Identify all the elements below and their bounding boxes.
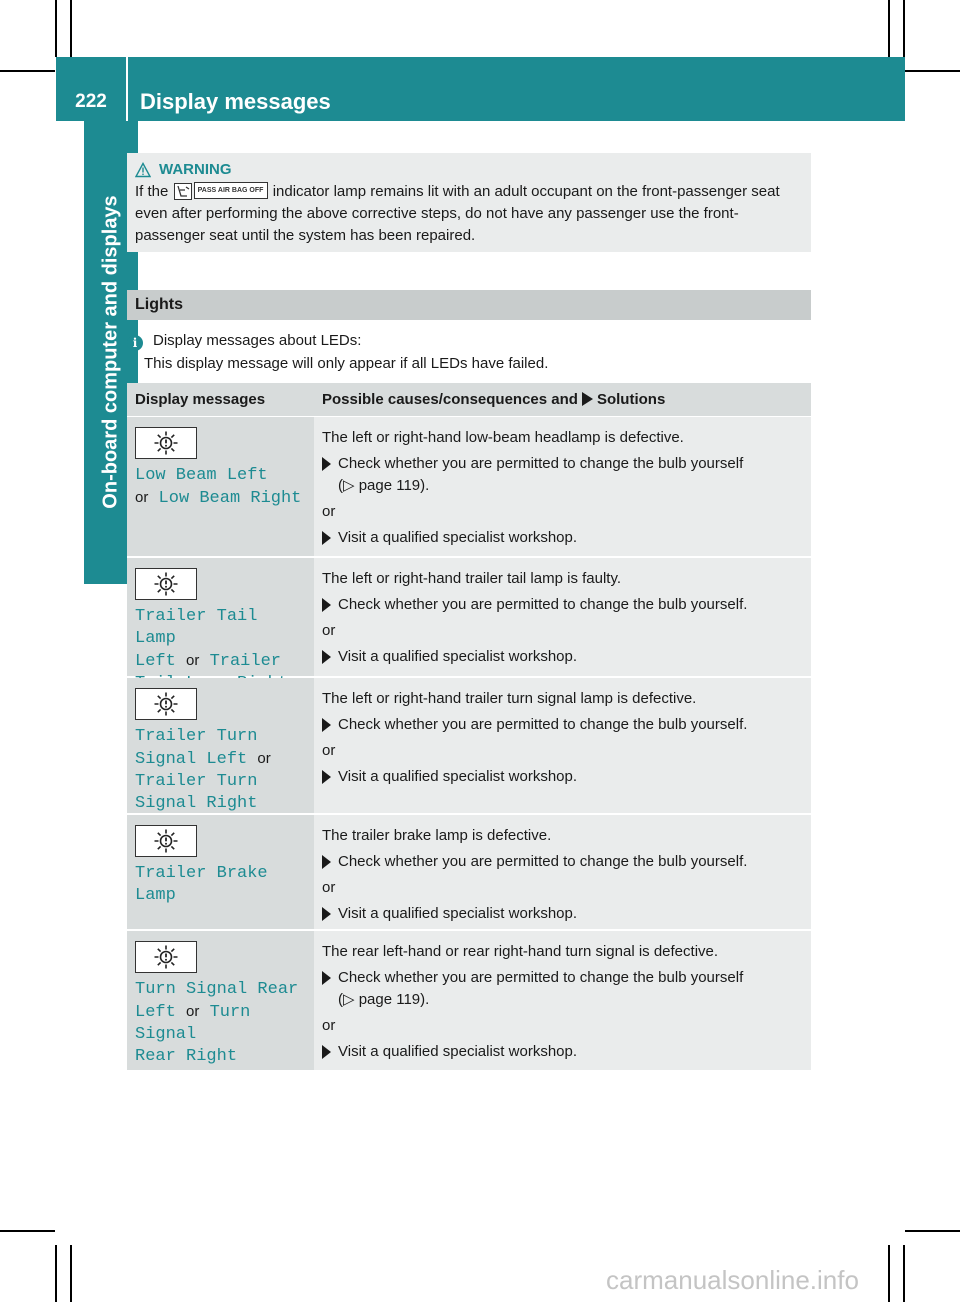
warning-triangle-icon: [135, 162, 151, 178]
arrow-right-icon: [322, 718, 334, 732]
arrow-right-icon: [322, 1045, 334, 1059]
or-text: or: [322, 503, 336, 520]
solution-cell: [314, 678, 811, 813]
solution-cell: [314, 815, 811, 929]
step-text: Visit a qualified specialist workshop.: [338, 529, 578, 546]
arrow-right-icon: [322, 770, 334, 784]
crop-mark: [903, 1245, 905, 1302]
table-row: [127, 931, 811, 1072]
column-header-messages: Display messages: [135, 391, 266, 408]
display-messages-table: [127, 383, 811, 1072]
message-cell: [127, 678, 314, 813]
info-note-line1: Display messages about LEDs:: [153, 332, 362, 349]
section-heading: Lights: [127, 290, 811, 320]
display-message: [135, 863, 306, 907]
or-text: or: [135, 489, 149, 506]
watermark: carmanualsonline.info: [606, 1265, 859, 1295]
page-number: 222: [75, 91, 107, 112]
bulb-fault-icon: [135, 427, 197, 459]
step-text: Visit a qualified specialist workshop.: [338, 905, 578, 922]
display-message: [135, 726, 306, 815]
page-reference: (▷ page 119).: [338, 477, 430, 494]
message-text: Trailer Turn: [135, 727, 258, 746]
display-message: [135, 465, 306, 510]
message-text: Rear Right: [135, 1047, 238, 1066]
solution-step: [322, 903, 803, 925]
arrow-right-icon: [322, 907, 334, 921]
solution-step: [322, 766, 803, 788]
message-text: Trailer Brake Lamp: [135, 864, 268, 905]
arrow-right-icon: [582, 392, 593, 406]
crop-mark: [0, 70, 55, 72]
solution-step: [322, 594, 803, 616]
page-reference: (▷ page 119).: [338, 991, 430, 1008]
warning-text-start: If the: [135, 183, 169, 200]
or-text: or: [322, 742, 336, 759]
message-text: Left: [135, 1003, 176, 1022]
or-text: or: [186, 1003, 200, 1020]
arrow-right-icon: [322, 457, 334, 471]
solution-step: [322, 453, 803, 497]
step-text: Visit a qualified specialist workshop.: [338, 768, 578, 785]
message-cell: [127, 931, 314, 1070]
cause-text: The left or right-hand trailer tail lamp is faulty.: [322, 570, 622, 587]
crop-mark: [905, 70, 960, 72]
solution-step: [322, 646, 803, 668]
crop-mark: [70, 1245, 72, 1302]
warning-text: [135, 181, 803, 247]
solution-step: [322, 851, 803, 873]
cause-text: The trailer brake lamp is defective.: [322, 827, 552, 844]
arrow-right-icon: [322, 531, 334, 545]
solution-step: [322, 967, 803, 1011]
step-text: Visit a qualified specialist workshop.: [338, 648, 578, 665]
info-icon: i: [127, 335, 143, 351]
step-text: Check whether you are permitted to change the bulb yourself.: [338, 853, 748, 870]
or-text: or: [322, 622, 336, 639]
warning-heading: [135, 161, 803, 179]
step-text: Check whether you are permitted to change the bulb yourself.: [338, 716, 748, 733]
bulb-fault-icon: [135, 825, 197, 857]
message-text: Low Beam Left: [135, 466, 268, 485]
or-text: or: [186, 652, 200, 669]
or-text: or: [322, 879, 336, 896]
message-text: Left: [135, 652, 176, 671]
pass-airbag-off-icon: PASS AIR BAG OFF: [194, 182, 268, 199]
table-row: [127, 815, 811, 931]
crop-mark: [903, 0, 905, 57]
bulb-fault-icon: [135, 941, 197, 973]
cause-text: The rear left-hand or rear right-hand turn signal is defective.: [322, 943, 719, 960]
warning-text-end: indicator lamp remains lit with an adult occupant on the front-passenger seat even after performing the above corrective steps, do not have any passenger use the front-passenger seat until the system has been repaired.: [135, 183, 780, 244]
solution-cell: [314, 931, 811, 1070]
bulb-fault-icon: [135, 688, 197, 720]
step-text: Check whether you are permitted to change the bulb yourself: [338, 455, 744, 472]
message-text: Low Beam Right: [158, 489, 302, 508]
info-note: [127, 329, 811, 375]
message-text: Signal Left: [135, 750, 248, 769]
crop-mark: [0, 1230, 55, 1232]
arrow-right-icon: [322, 650, 334, 664]
arrow-right-icon: [322, 855, 334, 869]
arrow-right-icon: [322, 598, 334, 612]
crop-mark: [55, 0, 57, 57]
message-cell: [127, 417, 314, 556]
info-note-line2: This display message will only appear if all LEDs have failed.: [144, 355, 549, 372]
solution-cell: [314, 417, 811, 556]
cause-text: The left or right-hand low-beam headlamp is defective.: [322, 429, 684, 446]
header-divider: [126, 57, 128, 121]
crop-mark: [70, 0, 72, 57]
cause-text: The left or right-hand trailer turn signal lamp is defective.: [322, 690, 697, 707]
column-header-solutions: [314, 383, 811, 416]
or-text: or: [257, 750, 271, 767]
solution-step: [322, 527, 803, 549]
step-text: Check whether you are permitted to change the bulb yourself.: [338, 596, 748, 613]
message-text: Turn Signal: [135, 1003, 251, 1044]
solution-cell: [314, 558, 811, 676]
display-message: [135, 979, 306, 1068]
crop-mark: [55, 1245, 57, 1302]
page-title: Display messages: [140, 89, 331, 114]
message-text: Turn Signal Rear: [135, 980, 299, 999]
child-seat-icon: [174, 183, 192, 200]
table-header: [127, 383, 811, 417]
warning-title: WARNING: [159, 161, 232, 178]
table-row: [127, 417, 811, 558]
bulb-fault-icon: [135, 568, 197, 600]
warning-box: [127, 153, 811, 252]
message-text: Trailer Turn: [135, 772, 258, 791]
message-text: Trailer Tail Lamp: [135, 607, 258, 648]
message-cell: [127, 815, 314, 929]
arrow-right-icon: [322, 971, 334, 985]
message-cell: [127, 558, 314, 676]
chapter-tab-label: On-board computer and displays: [99, 195, 122, 509]
step-text: Visit a qualified specialist workshop.: [338, 1043, 578, 1060]
column-header-causes-label: Possible causes/consequences and: [322, 391, 578, 408]
crop-mark: [888, 0, 890, 57]
column-header-solutions-label: Solutions: [596, 391, 666, 408]
crop-mark: [888, 1245, 890, 1302]
solution-step: [322, 1041, 803, 1063]
step-text: Check whether you are permitted to change the bulb yourself: [338, 969, 744, 986]
or-text: or: [322, 1017, 336, 1034]
message-text: Signal Right: [135, 794, 258, 813]
crop-mark: [905, 1230, 960, 1232]
solution-step: [322, 714, 803, 736]
table-row: [127, 678, 811, 815]
message-text: Trailer: [209, 652, 281, 671]
table-row: [127, 558, 811, 678]
